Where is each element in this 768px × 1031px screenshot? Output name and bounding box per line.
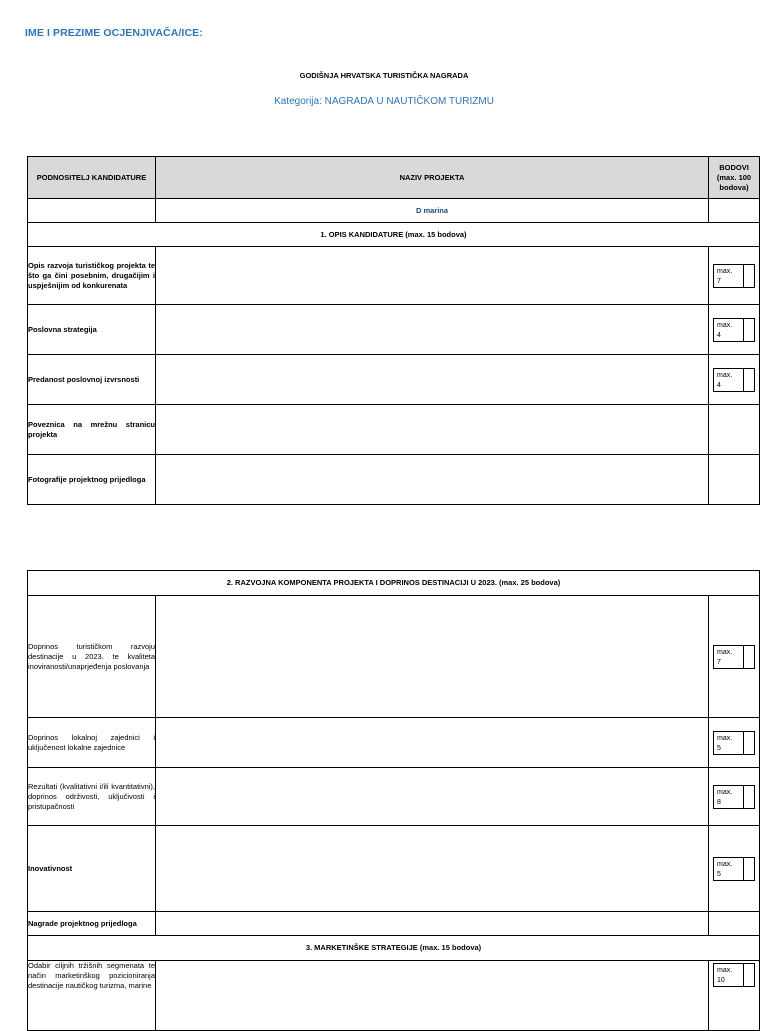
max-score-box (713, 785, 755, 809)
criterion-row (28, 355, 760, 405)
criterion-row (28, 768, 760, 826)
score-cell[interactable] (709, 826, 760, 912)
max-value: 10 (717, 977, 725, 984)
criterion-row (28, 718, 760, 768)
criterion-input-cell[interactable] (156, 455, 709, 505)
criterion-label: Odabir ciljnih tržišnih segmenata te način marketinškog pozicioniranja destinacije nautičkog turizma, marine (28, 961, 156, 1031)
max-score-box (713, 731, 755, 755)
section-2-title: 2. RAZVOJNA KOMPONENTA PROJEKTA I DOPRINOS DESTINACIJI U 2023. (max. 25 bodova) (28, 571, 760, 596)
table-header-row (28, 157, 760, 199)
award-title: GODIŠNJA HRVATSKA TURISTIČKA NAGRADA (299, 71, 469, 80)
score-cell[interactable] (709, 718, 760, 768)
criterion-input-cell[interactable] (156, 355, 709, 405)
score-entry-box[interactable] (743, 785, 755, 809)
max-score-box (713, 963, 755, 987)
max-score-box (713, 264, 755, 288)
max-value: 4 (717, 381, 721, 389)
evaluator-name-label: IME I PREZIME OCJENJIVAČA/ICE: (25, 27, 203, 39)
score-entry-box[interactable] (743, 963, 755, 987)
section-2-title-row (28, 571, 760, 596)
score-cell[interactable] (709, 455, 760, 505)
criterion-label: Doprinos lokalnoj zajednici i uključenost lokalne zajednice (28, 718, 156, 768)
criterion-label: Opis razvoja turističkog projekta te što ga čini posebnim, drugačijim i uspješnijim od konkurenata (28, 247, 156, 305)
section-1-title: 1. OPIS KANDIDATURE (max. 15 bodova) (28, 223, 760, 247)
criterion-input-cell[interactable] (156, 405, 709, 455)
max-score-box (713, 368, 755, 392)
criterion-input-cell[interactable] (156, 247, 709, 305)
criterion-input-cell[interactable] (156, 961, 709, 1031)
section-1-title-row (28, 223, 760, 247)
max-label: max. (717, 860, 733, 868)
score-entry-box[interactable] (743, 857, 755, 881)
criterion-input-cell[interactable] (156, 718, 709, 768)
criterion-row (28, 305, 760, 355)
criterion-label: Fotografije projektnog prijedloga (28, 455, 156, 505)
criterion-row (28, 961, 760, 1031)
criterion-input-cell[interactable] (156, 596, 709, 718)
score-cell[interactable] (709, 596, 760, 718)
category-title: Kategorija: NAGRADA U NAUTIČKOM TURIZMU (274, 96, 494, 107)
criterion-label: Doprinos turističkom razvoju destinacije u 2023. te kvaliteta inoviranosti/unaprjeđenja poslovanja (28, 596, 156, 718)
score-cell[interactable] (709, 912, 760, 936)
score-cell[interactable] (709, 768, 760, 826)
criterion-input-cell[interactable] (156, 768, 709, 826)
criterion-label: Poveznica na mrežnu stranicu projekta (28, 405, 156, 455)
project-name-cell: D marina (156, 199, 709, 223)
criterion-row (28, 912, 760, 936)
evaluation-table-2 (27, 570, 760, 1031)
score-entry-box[interactable] (743, 264, 755, 288)
criterion-row (28, 826, 760, 912)
max-score-box (713, 318, 755, 342)
project-points-cell[interactable] (709, 199, 760, 223)
criterion-label: Rezultati (kvalitativni i/ili kvantitativni), doprinos održivosti, uključivosti i pristupačnosti (28, 768, 156, 826)
criterion-input-cell[interactable] (156, 912, 709, 936)
score-entry-box[interactable] (743, 645, 755, 669)
max-value: 8 (717, 798, 721, 806)
max-value: 5 (717, 870, 721, 878)
score-entry-box[interactable] (743, 318, 755, 342)
criterion-row (28, 596, 760, 718)
score-cell[interactable] (709, 961, 760, 1031)
score-cell[interactable] (709, 405, 760, 455)
applicant-cell[interactable] (28, 199, 156, 223)
max-label: max. (717, 788, 733, 796)
criterion-label: Nagrade projektnog prijedloga (28, 912, 156, 936)
max-label: max. (717, 371, 733, 379)
max-value: 7 (717, 277, 721, 285)
project-row (28, 199, 760, 223)
max-value: 4 (717, 331, 721, 339)
criterion-row (28, 405, 760, 455)
score-entry-box[interactable] (743, 368, 755, 392)
section-3-title: 3. MARKETINŠKE STRATEGIJE (max. 15 bodova) (28, 936, 760, 961)
criterion-label: Predanost poslovnoj izvrsnosti (28, 355, 156, 405)
criterion-row (28, 247, 760, 305)
max-label: max. (717, 967, 733, 974)
header-applicant: PODNOSITELJ KANDIDATURE (28, 157, 156, 199)
header-points: BODOVI (max. 100 bodova) (709, 157, 760, 199)
max-label: max. (717, 648, 733, 656)
score-entry-box[interactable] (743, 731, 755, 755)
max-score-box (713, 857, 755, 881)
max-label: max. (717, 321, 733, 329)
max-score-box (713, 645, 755, 669)
max-value: 5 (717, 744, 721, 752)
criterion-label: Inovativnost (28, 826, 156, 912)
score-cell[interactable] (709, 305, 760, 355)
section-3-title-row (28, 936, 760, 961)
criterion-label: Poslovna strategija (28, 305, 156, 355)
header-project-name: NAZIV PROJEKTA (156, 157, 709, 199)
score-cell[interactable] (709, 355, 760, 405)
criterion-input-cell[interactable] (156, 305, 709, 355)
evaluation-table-1 (27, 156, 760, 505)
criterion-row (28, 455, 760, 505)
score-cell[interactable] (709, 247, 760, 305)
max-label: max. (717, 267, 733, 275)
criterion-input-cell[interactable] (156, 826, 709, 912)
max-label: max. (717, 734, 733, 742)
max-value: 7 (717, 658, 721, 666)
